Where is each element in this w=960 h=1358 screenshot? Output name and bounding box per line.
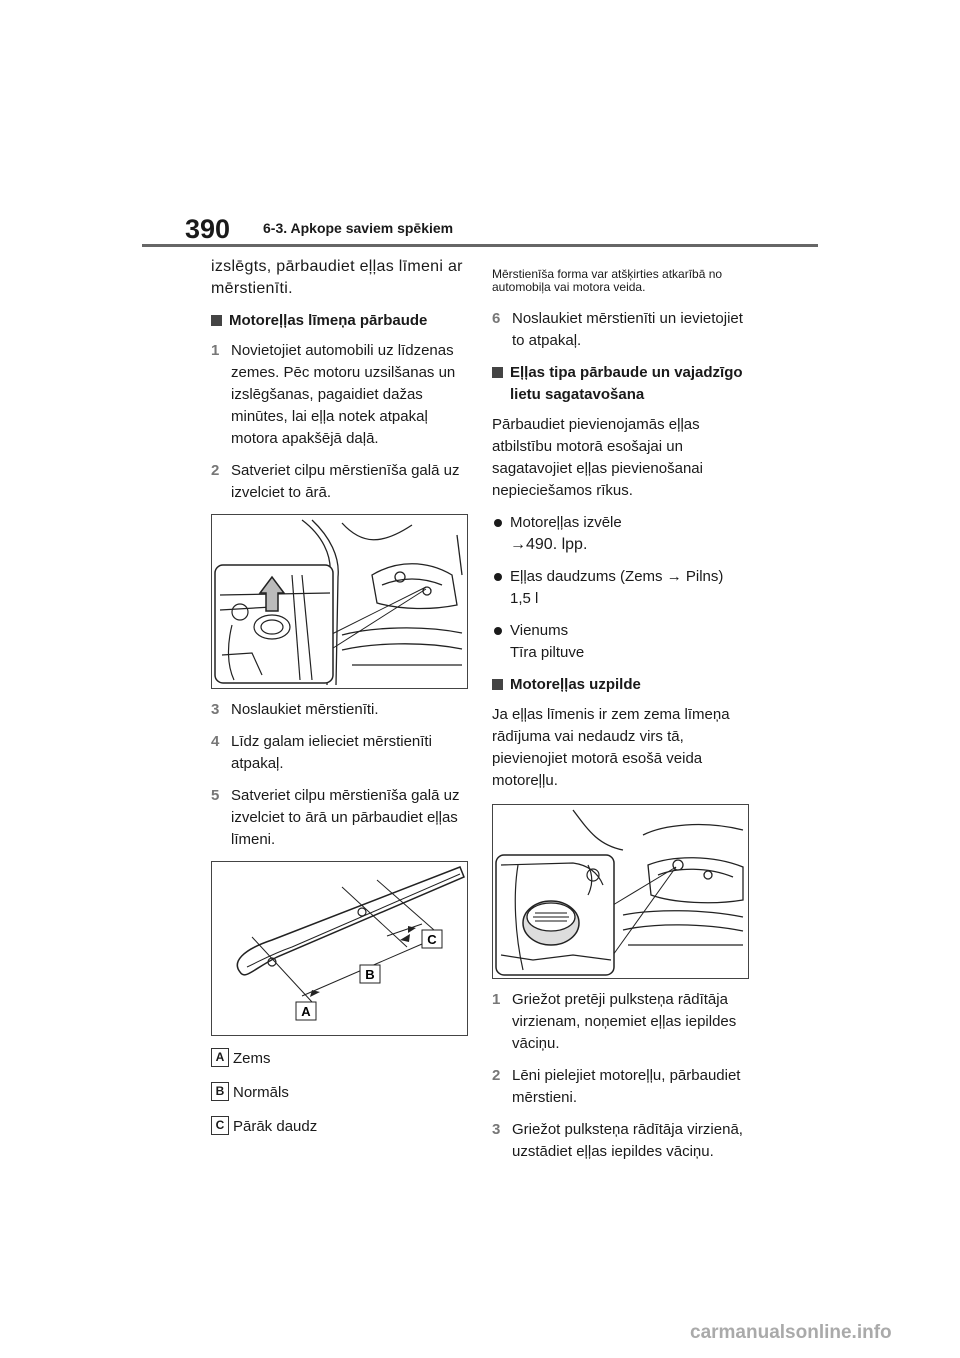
step-text: Satveriet cilpu mērstienīša galā uz izvelciet to ārā un pārbaudiet eļļas līmeni. bbox=[231, 787, 460, 848]
left-column bbox=[211, 256, 471, 1148]
legend-text: Normāls bbox=[233, 1084, 289, 1101]
step-text: Satveriet cilpu mērstienīša galā uz izvelciet to ārā. bbox=[231, 462, 460, 501]
engine-bay-drawing bbox=[212, 515, 467, 688]
dipstick-drawing bbox=[212, 862, 467, 1035]
step-item bbox=[492, 308, 752, 352]
step-text: Novietojiet automobili uz līdzenas zemes. Pēc motoru uzsilšanas un izslēgšanas, pagaidiet dažas minūtes, lai eļļa notek atpakaļ motora apakšējā daļā. bbox=[231, 342, 456, 447]
square-bullet-icon bbox=[492, 367, 503, 378]
step-text: Noslaukiet mērstienīti. bbox=[231, 701, 379, 718]
step-item bbox=[211, 785, 471, 851]
bullet-dot-icon bbox=[494, 519, 502, 527]
step-number: 3 bbox=[211, 701, 220, 718]
oil-type-paragraph: Pārbaudiet pievienojamās eļļas atbilstību motorā esošajai un sagatavojiet eļļas pievienošanai nepieciešamos rīkus. bbox=[492, 416, 703, 499]
step-text: Griežot pretēji pulksteņa rādītāja virzienam, noņemiet eļļas iepildes vāciņu. bbox=[512, 991, 737, 1052]
legend-key: C bbox=[211, 1116, 229, 1135]
step-item bbox=[492, 1065, 752, 1109]
dipstick-note: Mērstienīša forma var atšķirties atkarībā no automobiļa vai motora veida. bbox=[492, 267, 723, 294]
step-number: 2 bbox=[492, 1067, 501, 1084]
step-text: Griežot pulksteņa rādītāja virzienā, uzstādiet eļļas iepildes vāciņu. bbox=[512, 1121, 743, 1160]
filler-cap-drawing bbox=[493, 805, 748, 978]
heading-label: Motoreļļas līmeņa pārbaude bbox=[229, 312, 428, 329]
section-heading-oil-level bbox=[211, 310, 471, 332]
intro-text: izslēgts, pārbaudiet eļļas līmeni ar mērstienīti. bbox=[211, 258, 463, 297]
legend-item-too-much bbox=[211, 1114, 471, 1138]
dipstick-level-illustration bbox=[211, 861, 468, 1036]
section-heading-oil-type bbox=[492, 362, 752, 406]
step-number: 6 bbox=[492, 310, 501, 327]
right-column bbox=[492, 256, 752, 1173]
legend-key: A bbox=[211, 1048, 229, 1067]
step-number: 1 bbox=[211, 342, 220, 359]
bullet-item bbox=[492, 512, 752, 556]
oil-filler-cap-illustration bbox=[492, 804, 749, 979]
step-item bbox=[492, 989, 752, 1055]
bullet-title: Eļļas daudzums (Zems → Pilns) bbox=[510, 568, 724, 585]
watermark: carmanualsonline.info bbox=[690, 1322, 892, 1343]
section-title: 6-3. Apkope saviem spēkiem bbox=[263, 220, 454, 236]
section-heading-oil-fill bbox=[492, 674, 752, 696]
step-item bbox=[211, 699, 471, 721]
oil-fill-paragraph: Ja eļļas līmenis ir zem zema līmeņa rādījuma vai nedaudz virs tā, pievienojiet motorā esošā veida motoreļļu. bbox=[492, 706, 730, 789]
step-number: 1 bbox=[492, 991, 501, 1008]
legend-item-low bbox=[211, 1046, 471, 1070]
step-text: Līdz galam ielieciet mērstienīti atpakaļ. bbox=[231, 733, 432, 772]
bullet-dot-icon bbox=[494, 627, 502, 635]
step-number: 5 bbox=[211, 787, 220, 804]
bullet-title: Vienums bbox=[510, 622, 569, 639]
bullet-detail: 1,5 l bbox=[510, 590, 539, 607]
dipstick-label-b: B bbox=[365, 967, 375, 982]
dipstick-label-a: A bbox=[301, 1004, 311, 1019]
engine-dipstick-illustration bbox=[211, 514, 468, 689]
page-number: 390 bbox=[185, 214, 231, 244]
heading-label: Motoreļļas uzpilde bbox=[510, 676, 641, 693]
bullet-detail: Tīra piltuve bbox=[510, 644, 585, 661]
step-number: 4 bbox=[211, 733, 220, 750]
legend-text: Zems bbox=[233, 1050, 271, 1067]
dipstick-label-c: C bbox=[427, 932, 437, 947]
step-item bbox=[211, 460, 471, 504]
square-bullet-icon bbox=[492, 679, 503, 690]
step-item bbox=[211, 731, 471, 775]
step-text: Noslaukiet mērstienīti un ievietojiet to atpakaļ. bbox=[512, 310, 743, 349]
step-number: 2 bbox=[211, 462, 220, 479]
square-bullet-icon bbox=[211, 315, 222, 326]
heading-label: Eļļas tipa pārbaude un vajadzīgo lietu sagatavošana bbox=[510, 364, 743, 403]
bullet-title: Motoreļļas izvēle bbox=[510, 514, 622, 531]
bullet-item bbox=[492, 620, 752, 664]
legend-text: Pārāk daudz bbox=[233, 1118, 318, 1135]
step-text: Lēni pielejiet motoreļļu, pārbaudiet mērstieni. bbox=[512, 1067, 741, 1106]
bullet-dot-icon bbox=[494, 573, 502, 581]
step-number: 3 bbox=[492, 1121, 501, 1138]
header-divider bbox=[142, 244, 818, 247]
legend-key: B bbox=[211, 1082, 229, 1101]
step-item bbox=[492, 1119, 752, 1163]
step-item bbox=[211, 340, 471, 450]
bullet-item bbox=[492, 566, 752, 610]
legend-item-normal bbox=[211, 1080, 471, 1104]
bullet-detail: →490. lpp. bbox=[510, 536, 588, 553]
